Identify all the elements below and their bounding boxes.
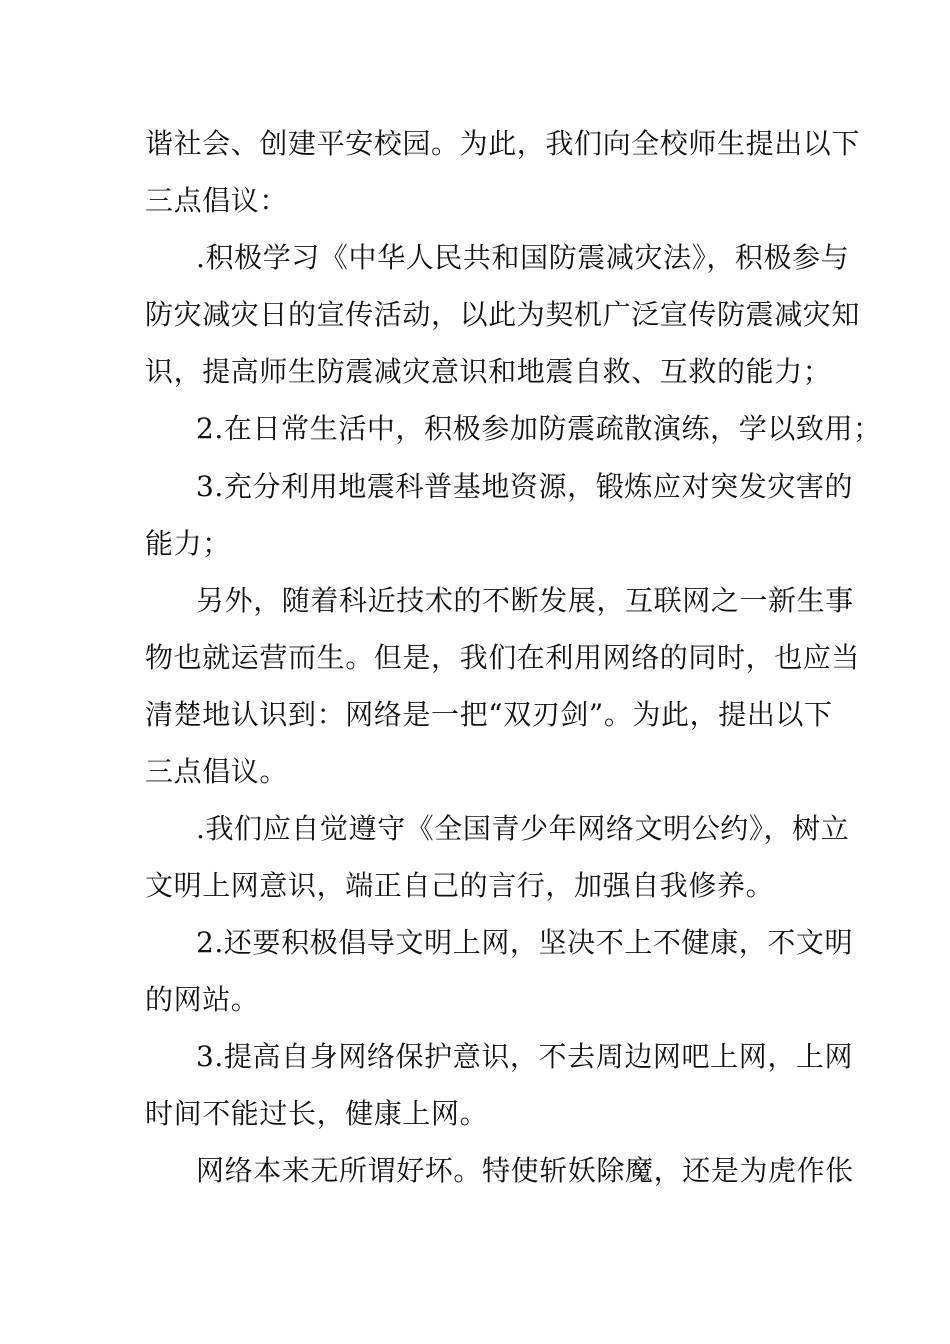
text-line: 时间不能过长，健康上网。 <box>145 1097 489 1130</box>
text-line: 2.在日常生活中，积极参加防震疏散演练，学以致用； <box>196 412 882 445</box>
text-line: 物也就运营而生。但是，我们在利用网络的同时，也应当 <box>145 641 861 674</box>
text-line: 的网站。 <box>145 983 260 1016</box>
text-line: 谐社会、创建平安校园。为此，我们向全校师生提出以下 <box>145 127 861 160</box>
text-line: 清楚地认识到：网络是一把“双刃剑”。为此，提出以下 <box>145 698 833 731</box>
text-line: 3.提高自身网络保护意识，不去周边网吧上网，上网 <box>196 1040 854 1073</box>
text-line: 3.充分利用地震科普基地资源，锻炼应对突发灾害的 <box>196 470 854 503</box>
text-line: 能力； <box>145 527 231 560</box>
text-line: 三点倡议： <box>145 184 289 217</box>
text-line: .我们应自觉遵守《全国青少年网络文明公约》，树立 <box>196 812 850 845</box>
text-line: 网络本来无所谓好坏。特使斩妖除魔，还是为虎作伥 <box>196 1154 854 1187</box>
text-line: 三点倡议。 <box>145 755 289 788</box>
text-line: 2.还要积极倡导文明上网，坚决不上不健康，不文明 <box>196 926 854 959</box>
text-line: 识，提高师生防震减灾意识和地震自救、互救的能力； <box>145 355 832 388</box>
text-line: 防灾减灾日的宣传活动，以此为契机广泛宣传防震减灾知 <box>145 298 861 331</box>
text-line: 另外，随着科近技术的不断发展，互联网之一新生事 <box>196 584 854 617</box>
text-line: .积极学习《中华人民共和国防震减灾法》，积极参与 <box>196 241 850 274</box>
text-line: 文明上网意识，端正自己的言行，加强自我修养。 <box>145 869 775 902</box>
